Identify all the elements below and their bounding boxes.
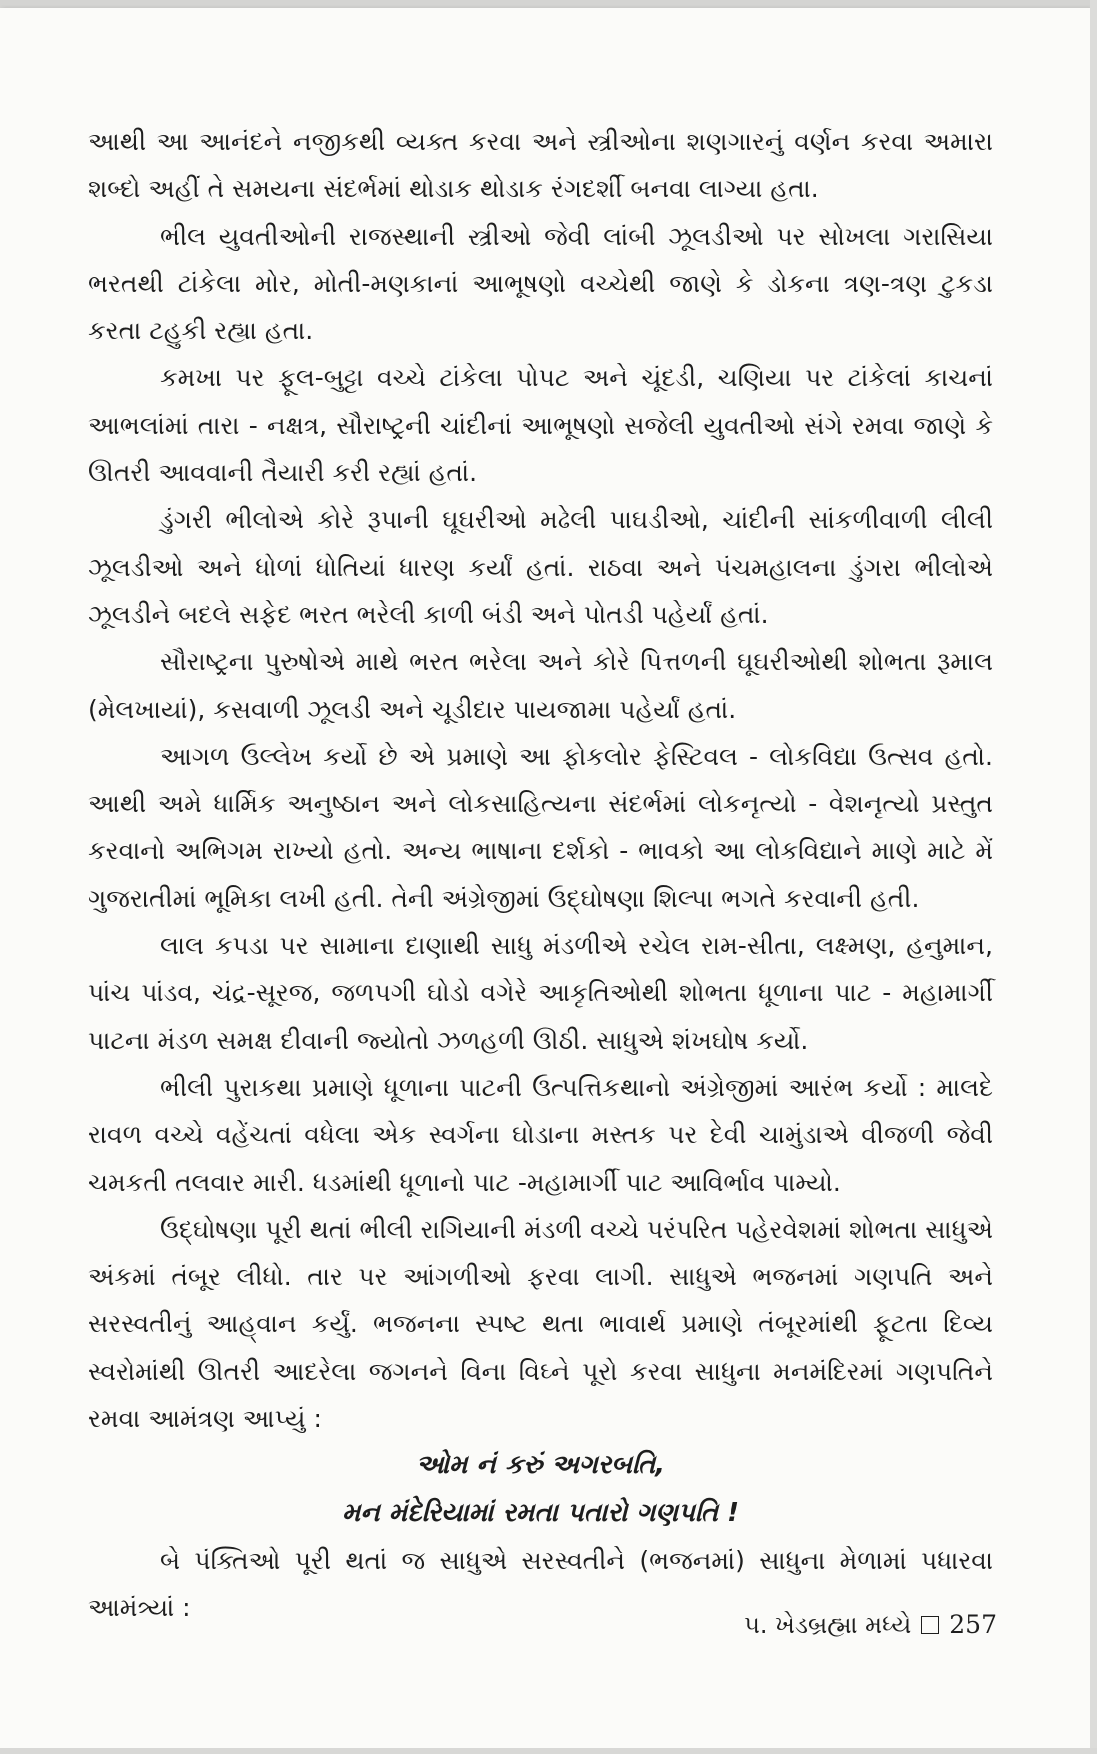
page-footer bbox=[744, 1610, 997, 1639]
body-text bbox=[88, 118, 993, 1632]
page-number: 257 bbox=[949, 1610, 997, 1639]
paragraph-9: ઉદ્‌ઘોષણા પૂરી થતાં ભીલી રાગિયાની મંડળી વચ્ચે પરંપરિત પહેરવેશમાં શોભતા સાધુએ અંકમાં તંબૂર લીધો. તાર પર આંગળીઓ ફરવા લાગી. સાધુએ ભજનમાં ગણપતિ અને સરસ્વતીનું આહ્‌વાન કર્યું. ભજનના સ્પષ્ટ થતા ભાવાર્થ પ્રમાણે તંબૂરમાંથી ફૂટતા દિવ્ય સ્વરોમાંથી ઊતરી આદરેલા જગનને વિના વિઘ્ને પૂરો કરવા સાધુના મનમંદિરમાં ગણપતિને રમવા આમંત્રણ આપ્યું : bbox=[88, 1214, 993, 1434]
paragraph-4: ડુંગરી ભીલોએ કોરે રૂપાની ઘૂઘરીઓ મઢેલી પાઘડીઓ, ચાંદીની સાંકળીવાળી લીલી ઝૂલડીઓ અને ધોળાં ધોતિયાં ધારણ કર્યાં હતાં. રાઠવા અને પંચમહાલના ડુંગરા ભીલોએ ઝૂલડીને બદલે સફેદ ભરત ભરેલી કાળી બંડી અને પોતડી પહેર્યાં હતાં. bbox=[88, 505, 993, 629]
verse-line-2: મન મંદેરિયામાં રમતા પતારો ગણપતિ ! bbox=[342, 1497, 739, 1528]
paragraph-2: ભીલ યુવતીઓની રાજસ્થાની સ્ત્રીઓ જેવી લાંબી ઝૂલડીઓ પર સોખલા ગરાસિયા ભરતથી ટાંકેલા મોર, મોતી-મણકાનાં આભૂષણો વચ્ચેથી જાણે કે ડોકના ત્રણ-ત્રણ ટુકડા કરતા ટહુકી રહ્યા હતા. bbox=[88, 221, 993, 346]
paragraph-8: ભીલી પુરાકથા પ્રમાણે ધૂળાના પાટની ઉત્પત્તિકથાનો અંગ્રેજીમાં આરંભ કર્યો : માલદે રાવળ વચ્ચે વહેંચતાં વધેલા એક સ્વર્ગના ઘોડાના મસ્તક પર દેવી ચામુંડાએ વીજળી જેવી ચમકતી તલવાર મારી. ધડમાંથી ધૂળાનો પાટ -મહામાર્ગી પાટ આવિર્ભાવ પામ્યો. bbox=[88, 1072, 993, 1197]
square-box-icon bbox=[921, 1616, 939, 1634]
paragraph-3: કમખા પર ફૂલ-બુટ્ટા વચ્ચે ટાંકેલા પોપટ અને ચૂંદડી, ચણિયા પર ટાંકેલાં કાચનાં આભલાંમાં તારા - નક્ષત્ર, સૌરાષ્ટ્રની ચાંદીનાં આભૂષણો સજેલી યુવતીઓ સંગે રમવા જાણે કે ઊતરી આવવાની તૈયારી કરી રહ્યાં હતાં. bbox=[88, 363, 993, 488]
scan-bottom-edge bbox=[0, 1748, 1097, 1754]
verse-line-1: ઓમ નં કરું અગરબતિ, bbox=[415, 1450, 666, 1481]
paragraph-7: લાલ કપડા પર સામાના દાણાથી સાધુ મંડળીએ રચેલ રામ-સીતા, લક્ષ્મણ, હનુમાન, પાંચ પાંડવ, ચંદ્ર-સૂરજ, જળપગી ઘોડો વગેરે આકૃતિઓથી શોભતા ધૂળાના પાટ - મહામાર્ગી પાટના મંડળ સમક્ષ દીવાની જ્યોતો ઝળહળી ઊઠી. સાધુએ શંખઘોષ કર્યો. bbox=[88, 931, 993, 1055]
chapter-title: ૫. ખેડબ્રહ્મા મધ્યે bbox=[744, 1610, 912, 1639]
closing-paragraph: બે પંક્તિઓ પૂરી થતાં જ સાધુએ સરસ્વતીને (ભજનમાં) સાધુના મેળામાં પધારવા આમંત્ર્યાં : bbox=[88, 1545, 993, 1623]
paragraph-5: સૌરાષ્ટ્રના પુરુષોએ માથે ભરત ભરેલા અને કોરે પિત્તળની ઘૂઘરીઓથી શોભતા રૂમાલ (મેલખાયાં), કસવાળી ઝૂલડી અને ચૂડીદાર પાયજામા પહેર્યાં હતાં. bbox=[88, 647, 993, 724]
paragraph-6: આગળ ઉલ્લેખ કર્યો છે એ પ્રમાણે આ ફોકલોર ફેસ્ટિવલ - લોકવિદ્યા ઉત્સવ હતો. આથી અમે ધાર્મિક અનુષ્ઠાન અને લોકસાહિત્યના સંદર્ભમાં લોકનૃત્યો - વેશનૃત્યો પ્રસ્તુત કરવાનો અભિગમ રાખ્યો હતો. અન્ય ભાષાના દર્શકો - ભાવકો આ લોકવિદ્યાને માણે માટે મેં ગુજરાતીમાં ભૂમિકા લખી હતી. તેની અંગ્રેજીમાં ઉદ્‌ઘોષણા શિલ્પા ભગતે કરવાની હતી. bbox=[88, 741, 993, 913]
paragraph-1: આથી આ આનંદને નજીકથી વ્યક્ત કરવા અને સ્ત્રીઓના શણગારનું વર્ણન કરવા અમારા શબ્દો અહીં તે સમયના સંદર્ભમાં થોડાક થોડાક રંગદર્શી બનવા લાગ્યા હતા. bbox=[88, 127, 993, 204]
scan-right-edge bbox=[1090, 0, 1097, 1754]
